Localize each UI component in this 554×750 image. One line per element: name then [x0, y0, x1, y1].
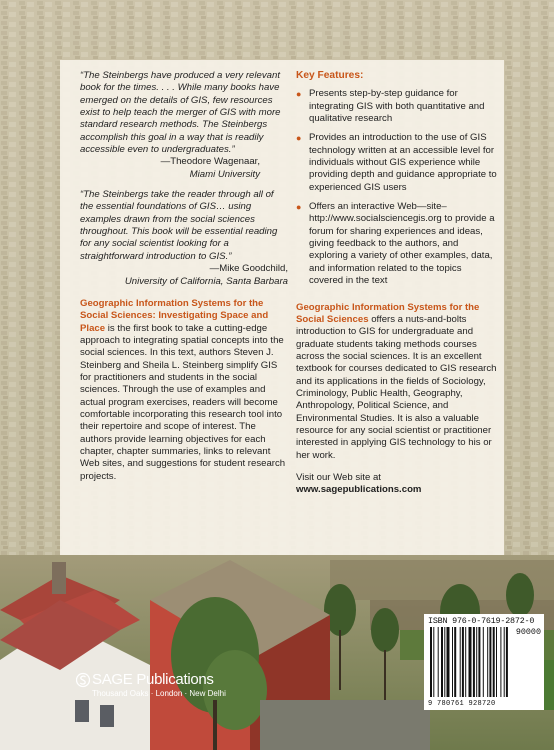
feature-text: Offers an interactive Web—site–http://www.socialsciencegis.org to provide a forum for sharing experiences and ideas, giving feedback to the authors, and exploring a variety of other examples, data, and information related to the topics covered in the text	[309, 201, 495, 287]
quote-affiliation: University of California, Santa Barbara	[124, 275, 288, 287]
left-column	[80, 70, 288, 483]
right-column	[296, 70, 498, 497]
list-item	[296, 88, 498, 125]
price-code: 90000	[515, 627, 541, 637]
quote-attribution	[80, 156, 288, 181]
quote-affiliation: Miami University	[189, 168, 260, 180]
website-link[interactable]: www.sagepublications.com	[296, 484, 422, 496]
list-item	[296, 201, 498, 287]
review-quote-1	[80, 70, 288, 181]
book-title: Geographic Information Systems for the Social Sciences	[296, 301, 480, 325]
bullet-icon: ●	[296, 202, 302, 213]
quote-attribution	[80, 263, 288, 288]
description-body: offers a nuts-and-bolts introduction to GIS for undergraduate and graduate students taking methods courses across the social sciences. It is an excellent textbook for courses dedicated to GIS research and its applications in the fields of Sociology, Criminology, Public Health, Geography, Anthropology, Political Science, and Environmental Studies. It is also a valuable resource for any social scientist or practitioner interested in applying GIS technology to his or her work.	[296, 313, 497, 461]
list-item	[296, 132, 498, 194]
right-description	[296, 302, 498, 462]
description-body: is the first book to take a cutting-edge approach to integrating spatial concepts into the social sciences. In this text, authors Steven J. Steinberg and Sheila L. Steinberg simplify GIS for practitioners and students in the social sciences. Through the use of examples and actual program exercises, readers will become comfortable incorporating this research tool into their repertoire and scope of interest. The authors provide learning objectives for each chapter, chapter summaries, links to relevant Web sites, and suggestions for student research projects.	[80, 322, 286, 482]
feature-text: Provides an introduction to the use of GIS technology written at an accessible level for individuals without GIS experience while providing depth and guidance appropriate to experienced GIS users	[309, 132, 497, 193]
sage-logo-icon	[76, 672, 90, 688]
isbn-number: ISBN 976-0-7619-2872-0	[428, 616, 535, 626]
book-title: Geographic Information Systems for the Social Sciences: Investigating Space and Place	[80, 297, 269, 334]
publisher-name: SAGE Publications	[92, 671, 214, 688]
website-line	[296, 472, 498, 497]
isbn-barcode	[424, 614, 544, 710]
publisher-cities: Thousand Oaks · London · New Delhi	[92, 689, 226, 698]
key-features-list	[296, 88, 498, 287]
barcode-bars	[430, 627, 514, 699]
quote-text: “The Steinbergs take the reader through all of the essential foundations of GIS… using examples drawn from the social sciences throughout. This book will be essential reading for any social scientist looking for a straightforward introduction to GIS.”	[80, 189, 278, 262]
left-description	[80, 298, 288, 483]
review-quote-2	[80, 189, 288, 288]
quote-author: —Theodore Wagenaar,	[160, 156, 260, 168]
bullet-icon: ●	[296, 133, 302, 144]
visit-text: Visit our Web site at	[296, 471, 381, 483]
feature-text: Presents step-by-step guidance for integrating GIS with both quantitative and qualitative research	[309, 88, 485, 125]
quote-author: —Mike Goodchild,	[209, 263, 288, 275]
bullet-icon: ●	[296, 89, 302, 100]
quote-text: “The Steinbergs have produced a very relevant book for the times. . . . While many books have emerged on the details of GIS, few resources exist to help teach the merger of GIS with more standard research methods. The Steinbergs accomplish this goal in a way that is readily accessible even to undergraduates.”	[80, 70, 281, 156]
key-features-heading: Key Features:	[296, 70, 364, 81]
barcode-number: 9 780761 928720	[428, 700, 496, 708]
